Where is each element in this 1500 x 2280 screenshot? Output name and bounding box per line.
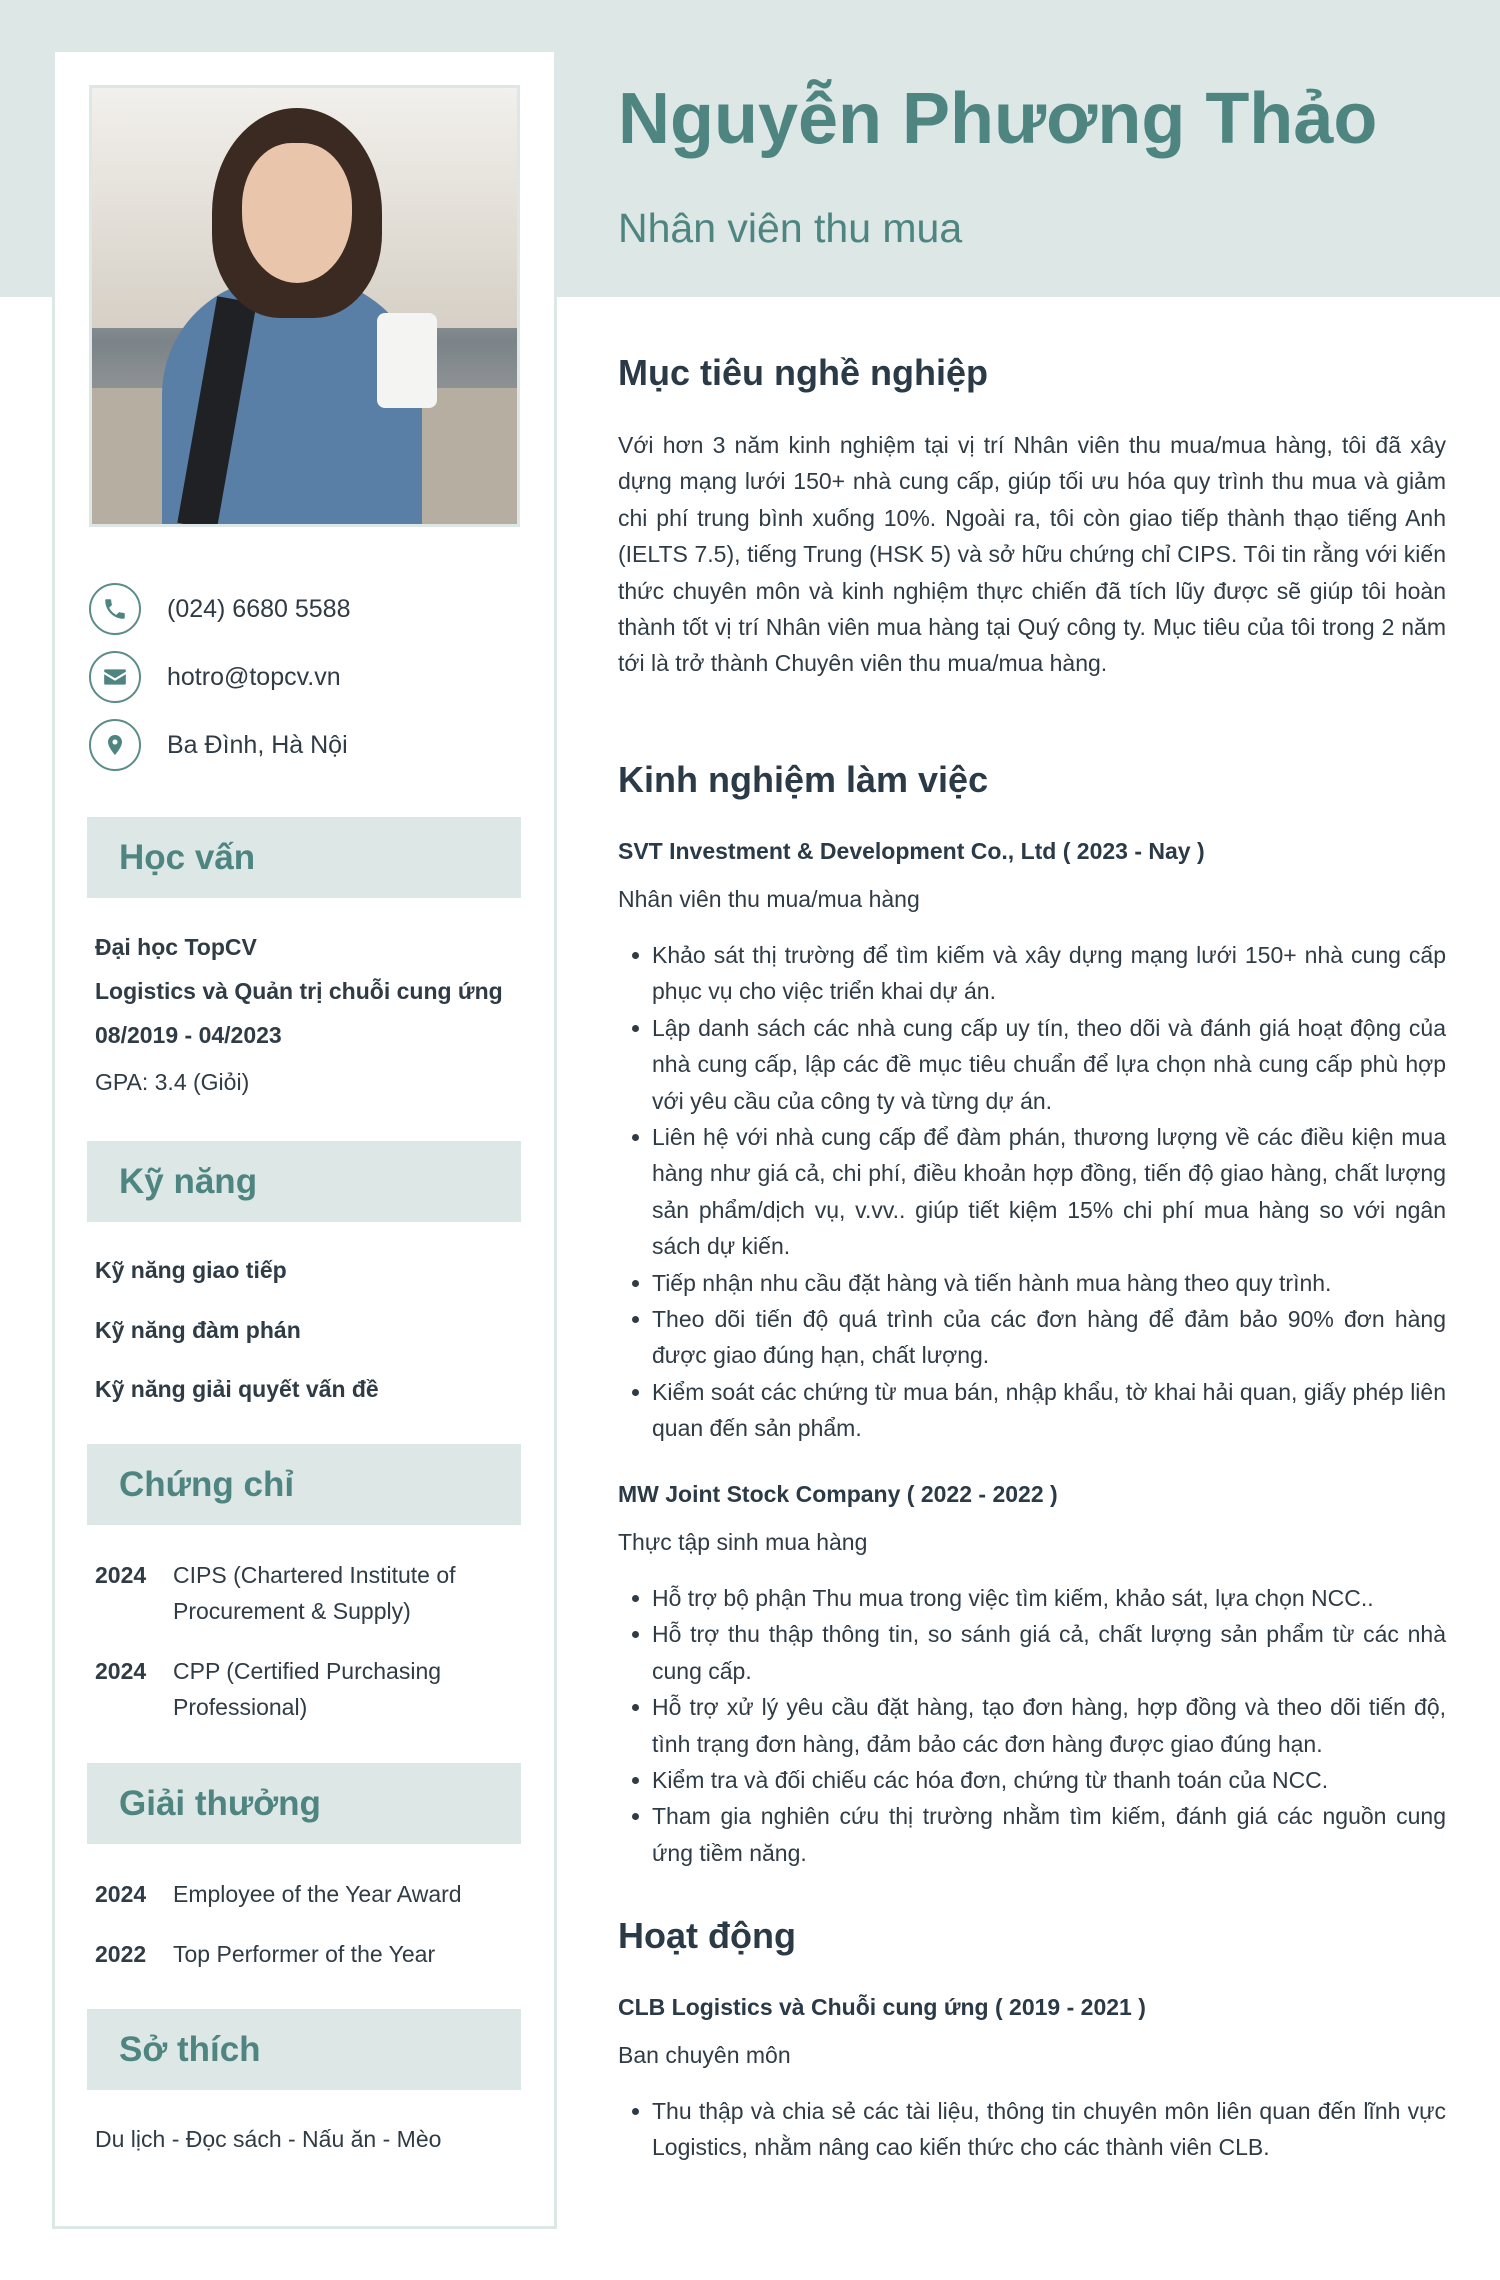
award-year: 2022 xyxy=(95,1941,147,1967)
objective-heading: Mục tiêu nghề nghiệp xyxy=(618,352,988,393)
list-item: Hỗ trợ xử lý yêu cầu đặt hàng, tạo đơn hàng, hợp đồng và theo dõi tiến độ, tình trạng đơn hàng, đảm bảo các đơn hàng được giao đúng hạn. xyxy=(630,1689,1446,1762)
list-item: Kiểm tra và đối chiếu các hóa đơn, chứng từ thanh toán của NCC. xyxy=(630,1762,1446,1798)
phone-icon xyxy=(89,583,141,635)
award-year: 2024 xyxy=(95,1881,147,1907)
certificate-year: 2024 xyxy=(95,1562,147,1588)
awards-heading: Giải thưởng xyxy=(87,1763,521,1844)
list-item: Theo dõi tiến độ quá trình của các đơn hàng để đảm bảo 90% đơn hàng được giao đúng hạn, chất lượng. xyxy=(630,1301,1446,1374)
list-item: Lập danh sách các nhà cung cấp uy tín, theo dõi và đánh giá hoạt động của nhà cung cấp, lập các đề mục tiêu chuẩn để lựa chọn nhà cung cấp phù hợp với yêu cầu của công ty và từng dự án. xyxy=(630,1010,1446,1119)
job-bullets xyxy=(630,1580,1446,1871)
certificates-heading: Chứng chỉ xyxy=(87,1444,521,1525)
education-heading: Học vấn xyxy=(87,817,521,898)
job-role: Thực tập sinh mua hàng xyxy=(618,1529,868,1555)
skill-item: Kỹ năng giao tiếp xyxy=(95,1257,287,1283)
job-title: SVT Investment & Development Co., Ltd ( 2023 - Nay ) xyxy=(618,838,1205,864)
candidate-name: Nguyễn Phương Thảo xyxy=(618,79,1378,159)
list-item: Kiểm soát các chứng từ mua bán, nhập khẩu, tờ khai hải quan, giấy phép liên quan đến sản phẩm. xyxy=(630,1374,1446,1447)
profile-photo xyxy=(89,85,520,527)
candidate-role: Nhân viên thu mua xyxy=(618,205,963,251)
job-bullets xyxy=(630,937,1446,1447)
objective-text: Với hơn 3 năm kinh nghiệm tại vị trí Nhân viên thu mua/mua hàng, tôi đã xây dựng mạng lưới 150+ nhà cung cấp, giúp tối ưu hóa quy trình thu mua và giảm chi phí trung bình xuống 10%. Ngoài ra, tôi còn giao tiếp thành thạo tiếng Anh (IELTS 7.5), tiếng Trung (HSK 5) và sở hữu chứng chỉ CIPS. Tôi tin rằng với kiến thức chuyên môn và kinh nghiệm thực chiến đã tích lũy được sẽ giúp tôi hoàn thành tốt vị trí Nhân viên mua hàng tại Quý công ty. Mục tiêu của tôi trong 2 năm tới là trở thành Chuyên viên thu mua/mua hàng. xyxy=(618,432,1446,677)
certificate-item xyxy=(95,1653,513,1725)
award-name: Top Performer of the Year xyxy=(173,1941,436,1967)
email-text: hotro@topcv.vn xyxy=(167,662,341,691)
contact-address xyxy=(89,719,348,771)
contact-phone xyxy=(89,583,350,635)
address-text: Ba Đình, Hà Nội xyxy=(167,730,348,759)
contact-email xyxy=(89,651,341,703)
location-pin-icon xyxy=(89,719,141,771)
list-item: Tiếp nhận nhu cầu đặt hàng và tiến hành mua hàng theo quy trình. xyxy=(630,1265,1446,1301)
list-item: Liên hệ với nhà cung cấp để đàm phán, thương lượng về các điều kiện mua hàng như giá cả, chi phí, điều khoản hợp đồng, tiến độ giao hàng, chất lượng sản phẩm/dịch vụ, v.vv.. giúp tiết kiệm 15% chi phí mua hàng so với ngân sách dự kiến. xyxy=(630,1119,1446,1265)
job-title: MW Joint Stock Company ( 2022 - 2022 ) xyxy=(618,1481,1058,1507)
skill-item: Kỹ năng giải quyết vấn đề xyxy=(95,1376,379,1402)
job-role: Nhân viên thu mua/mua hàng xyxy=(618,886,920,912)
education-period: 08/2019 - 04/2023 xyxy=(95,1022,282,1048)
activities-heading: Hoạt động xyxy=(618,1915,796,1956)
list-item: Thu thập và chia sẻ các tài liệu, thông tin chuyên môn liên quan đến lĩnh vực Logistics, nhằm nâng cao kiến thức cho các thành viên CLB. xyxy=(630,2093,1446,2166)
certificate-year: 2024 xyxy=(95,1658,147,1684)
education-major: Logistics và Quản trị chuỗi cung ứng xyxy=(95,978,503,1004)
certificate-item xyxy=(95,1557,513,1629)
activity-title: CLB Logistics và Chuỗi cung ứng ( 2019 - 2021 ) xyxy=(618,1994,1146,2020)
certificate-name: CPP (Certified Purchasing Professional) xyxy=(173,1658,442,1720)
certificate-name: CIPS (Chartered Institute of Procurement & Supply) xyxy=(173,1562,456,1624)
hobbies-heading: Sở thích xyxy=(87,2009,521,2090)
phone-text: (024) 6680 5588 xyxy=(167,594,351,623)
skills-heading: Kỹ năng xyxy=(87,1141,521,1222)
experience-heading: Kinh nghiệm làm việc xyxy=(618,759,989,800)
list-item: Hỗ trợ bộ phận Thu mua trong việc tìm kiếm, khảo sát, lựa chọn NCC.. xyxy=(630,1580,1446,1616)
list-item: Khảo sát thị trường để tìm kiếm và xây dựng mạng lưới 150+ nhà cung cấp phục vụ cho việc triển khai dự án. xyxy=(630,937,1446,1010)
activity-role: Ban chuyên môn xyxy=(618,2042,791,2068)
skill-item: Kỹ năng đàm phán xyxy=(95,1317,301,1343)
award-item xyxy=(95,1936,513,1972)
envelope-icon xyxy=(89,651,141,703)
education-gpa: GPA: 3.4 (Giỏi) xyxy=(95,1069,250,1095)
list-item: Hỗ trợ thu thập thông tin, so sánh giá cả, chất lượng sản phẩm từ các nhà cung cấp. xyxy=(630,1616,1446,1689)
education-school: Đại học TopCV xyxy=(95,934,257,960)
hobbies-text: Du lịch - Đọc sách - Nấu ăn - Mèo xyxy=(95,2126,442,2152)
activity-bullets xyxy=(630,2093,1446,2166)
award-name: Employee of the Year Award xyxy=(173,1881,462,1907)
award-item xyxy=(95,1876,513,1912)
list-item: Tham gia nghiên cứu thị trường nhằm tìm kiếm, đánh giá các nguồn cung ứng tiềm năng. xyxy=(630,1798,1446,1871)
